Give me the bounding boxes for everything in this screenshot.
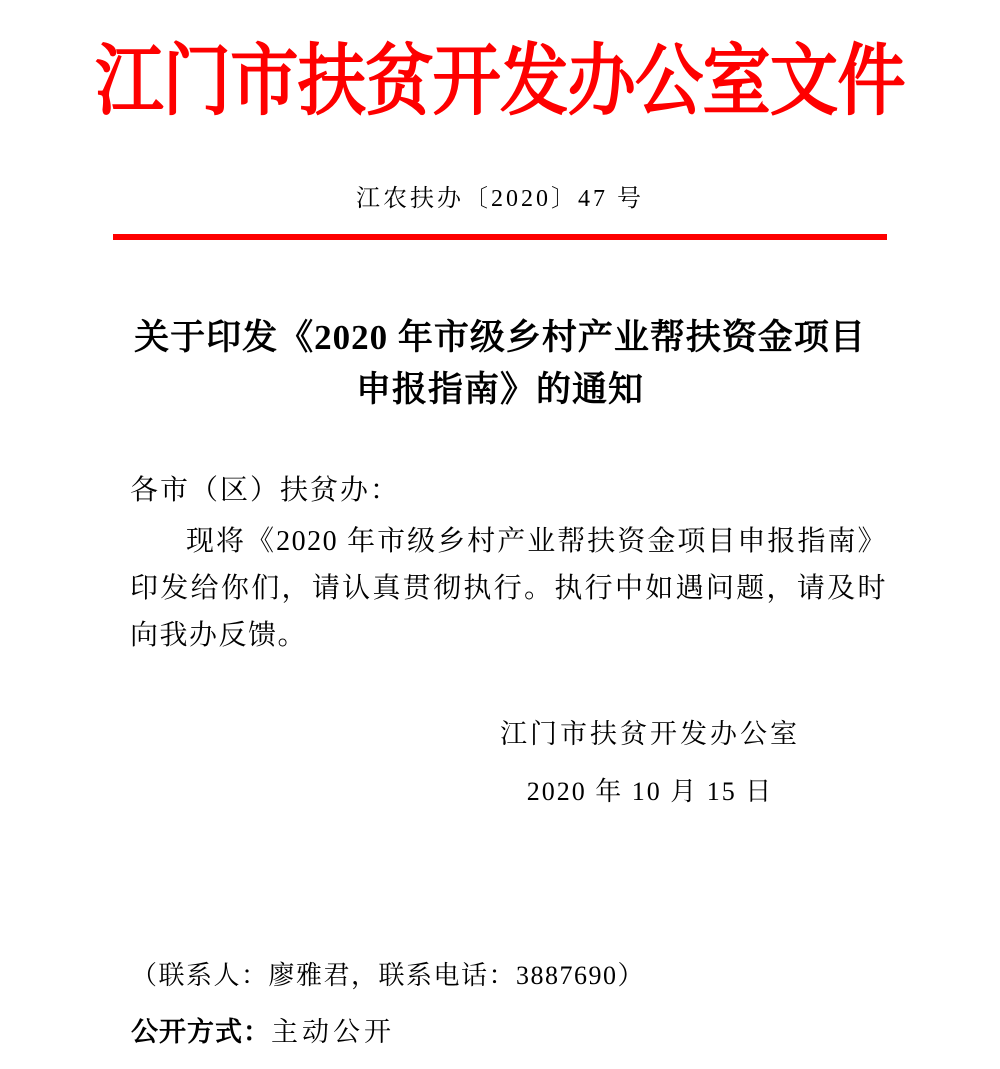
salutation: 各市（区）扶贫办： [130,475,401,506]
document-title [0,312,1000,416]
document-org-header: 江门市扶贫开发办公室文件 [95,38,905,125]
document-title-line2: 申报指南》的通知 [355,370,644,409]
signature-block [450,712,850,808]
publicity-line [131,1010,395,1049]
red-divider [113,234,887,240]
signature-org: 江门市扶贫开发办公室 [500,719,800,749]
signature-date: 2020 年 10 月 15 日 [526,777,774,806]
body-paragraph: 现将《2020 年市级乡村产业帮扶资金项目申报指南》印发给你们，请认真贯彻执行。执行中如遇问题，请及时向我办反馈。 [130,526,887,651]
document-title-line1: 关于印发《2020 年市级乡村产业帮扶资金项目 [134,318,866,357]
publicity-method-label: 公开方式： [131,1017,271,1047]
contact-info: （联系人：廖雅君，联系电话：3887690） [131,961,646,990]
publicity-method-value: 主动公开 [271,1017,395,1047]
document-number: 江农扶办〔2020〕47 号 [356,186,644,212]
